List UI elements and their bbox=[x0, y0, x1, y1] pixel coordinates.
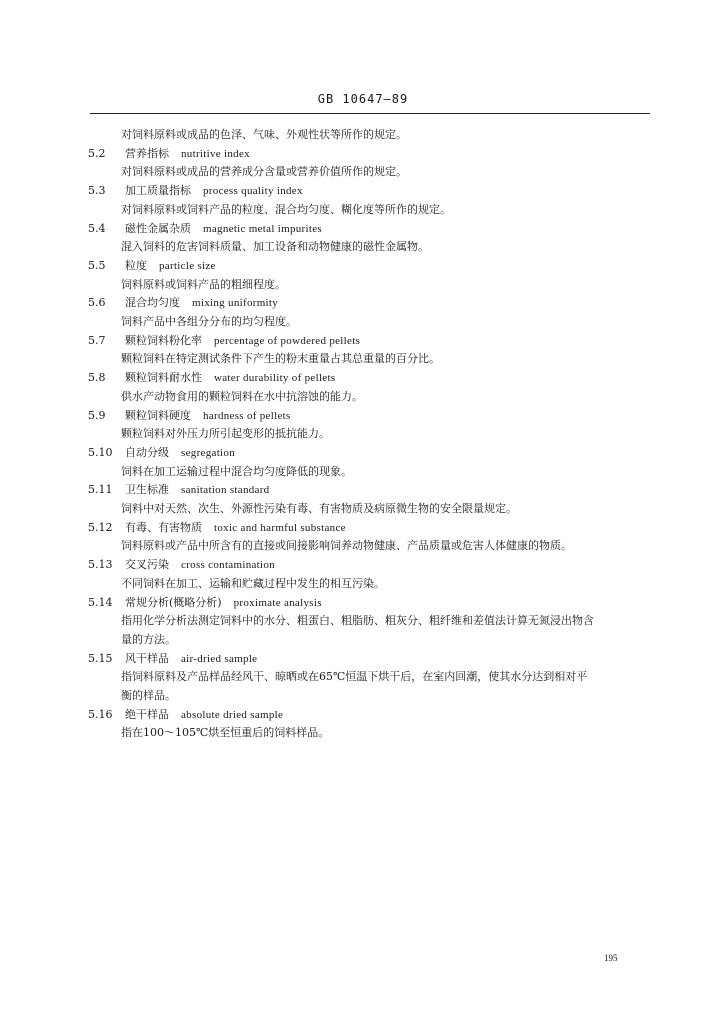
term-number: 5.8 bbox=[88, 371, 106, 385]
term-heading bbox=[88, 184, 303, 198]
term-definition: 不同饲料在加工、运输和贮藏过程中发生的相互污染。 bbox=[121, 576, 385, 590]
term-definition: 对饲料原料或饲料产品的粒度、混合均匀度、糊化度等所作的规定。 bbox=[121, 202, 451, 216]
term-chinese: 绝干样品 bbox=[125, 707, 169, 721]
term-chinese: 风干样品 bbox=[125, 651, 169, 665]
term-definition: 指用化学分析法测定饲料中的水分、粗蛋白、粗脂肪、粗灰分、粗纤维和差值法计算无氮浸出物含 bbox=[121, 614, 594, 628]
term-number: 5.7 bbox=[88, 333, 106, 347]
term-english: toxic and harmful substance bbox=[214, 521, 346, 534]
term-chinese: 卫生标准 bbox=[125, 483, 169, 497]
term-definition: 指饲料原料及产品样品经风干、晾晒或在65℃恒温下烘干后，在室内回潮，使其水分达到相对平 bbox=[121, 670, 588, 684]
term-english: segregation bbox=[181, 446, 236, 459]
term-chinese: 颗粒饲料耐水性 bbox=[125, 371, 202, 385]
term-english: mixing uniformity bbox=[192, 297, 279, 310]
term-chinese: 混合均匀度 bbox=[125, 296, 180, 310]
term-heading bbox=[88, 652, 257, 666]
term-number: 5.3 bbox=[88, 184, 106, 198]
term-definition: 指在100～105℃烘至恒重后的饲料样品。 bbox=[121, 726, 330, 740]
term-chinese: 有毒、有害物质 bbox=[125, 520, 202, 534]
term-chinese: 磁性金属杂质 bbox=[125, 221, 191, 235]
header-rule bbox=[90, 113, 650, 114]
term-heading bbox=[88, 222, 322, 236]
term-definition: 供水产动物食用的颗粒饲料在水中抗溶蚀的能力。 bbox=[121, 389, 363, 403]
term-heading bbox=[88, 296, 278, 310]
term-heading bbox=[88, 409, 291, 423]
term-heading bbox=[88, 521, 346, 535]
term-heading bbox=[88, 558, 275, 572]
term-chinese: 交叉污染 bbox=[125, 558, 169, 572]
term-number: 5.15 bbox=[88, 651, 113, 665]
term-english: magnetic metal impurites bbox=[203, 222, 322, 235]
term-definition: 饲料原料或饲料产品的粗细程度。 bbox=[121, 277, 286, 291]
term-definition: 颗粒饲料对外压力所引起变形的抵抗能力。 bbox=[121, 427, 330, 441]
term-english: nutritive index bbox=[181, 147, 250, 160]
intro-line: 对饲料原料或成品的色泽、气味、外观性状等所作的规定。 bbox=[121, 128, 407, 141]
term-heading bbox=[88, 259, 216, 273]
term-chinese: 营养指标 bbox=[125, 146, 169, 160]
term-chinese: 颗粒饲料硬度 bbox=[125, 408, 191, 422]
term-definition: 饲料在加工运输过程中混合均匀度降低的现象。 bbox=[121, 464, 352, 478]
term-number: 5.4 bbox=[88, 221, 106, 235]
term-heading bbox=[88, 446, 235, 460]
term-definition: 衡的样品。 bbox=[121, 689, 176, 702]
term-definition: 饲料产品中各组分分布的均匀程度。 bbox=[121, 315, 297, 328]
term-chinese: 颗粒饲料粉化率 bbox=[125, 333, 202, 347]
page-number: 195 bbox=[604, 953, 618, 963]
term-number: 5.14 bbox=[88, 595, 113, 609]
term-chinese: 常规分析(概略分析) bbox=[125, 595, 222, 609]
term-chinese: 加工质量指标 bbox=[125, 184, 191, 198]
page-header: GB 10647—89 bbox=[317, 92, 409, 106]
term-number: 5.13 bbox=[88, 558, 113, 572]
term-definition: 饲料原料或产品中所含有的直接或间接影响饲养动物健康、产品质量或危害人体健康的物质。 bbox=[121, 539, 572, 553]
term-number: 5.9 bbox=[88, 408, 106, 422]
term-english: proximate analysis bbox=[233, 596, 322, 609]
term-definition: 对饲料原料或成品的营养成分含量或营养价值所作的规定。 bbox=[121, 165, 407, 179]
term-english: absolute dried sample bbox=[181, 708, 284, 721]
term-english: cross contamination bbox=[181, 559, 275, 572]
term-heading bbox=[88, 596, 322, 610]
term-english: hardness of pellets bbox=[203, 409, 291, 422]
term-number: 5.6 bbox=[88, 296, 106, 310]
term-heading bbox=[88, 147, 250, 161]
term-number: 5.12 bbox=[88, 520, 113, 534]
term-heading bbox=[88, 334, 360, 348]
term-definition: 颗粒饲料在特定测试条件下产生的粉末重量占其总重量的百分比。 bbox=[121, 352, 440, 366]
term-heading bbox=[88, 483, 270, 497]
term-english: particle size bbox=[159, 259, 216, 272]
term-number: 5.5 bbox=[88, 258, 106, 272]
term-definition: 混入饲料的危害饲料质量、加工设备和动物健康的磁性金属物。 bbox=[121, 240, 429, 254]
term-english: air-dried sample bbox=[181, 652, 258, 665]
term-chinese: 粒度 bbox=[125, 258, 147, 272]
term-number: 5.11 bbox=[88, 483, 113, 497]
term-number: 5.2 bbox=[88, 146, 106, 160]
term-definition: 量的方法。 bbox=[121, 632, 176, 646]
term-english: water durability of pellets bbox=[214, 372, 336, 385]
term-english: percentage of powdered pellets bbox=[214, 334, 361, 347]
term-number: 5.16 bbox=[88, 707, 113, 721]
term-heading bbox=[88, 371, 335, 385]
term-heading bbox=[88, 708, 283, 722]
term-definition: 饲料中对天然、次生、外源性污染有毒、有害物质及病原微生物的安全限量规定。 bbox=[121, 502, 517, 515]
term-english: sanitation standard bbox=[181, 484, 270, 497]
term-english: process quality index bbox=[203, 185, 303, 198]
term-number: 5.10 bbox=[88, 445, 113, 459]
term-chinese: 自动分级 bbox=[125, 445, 169, 459]
